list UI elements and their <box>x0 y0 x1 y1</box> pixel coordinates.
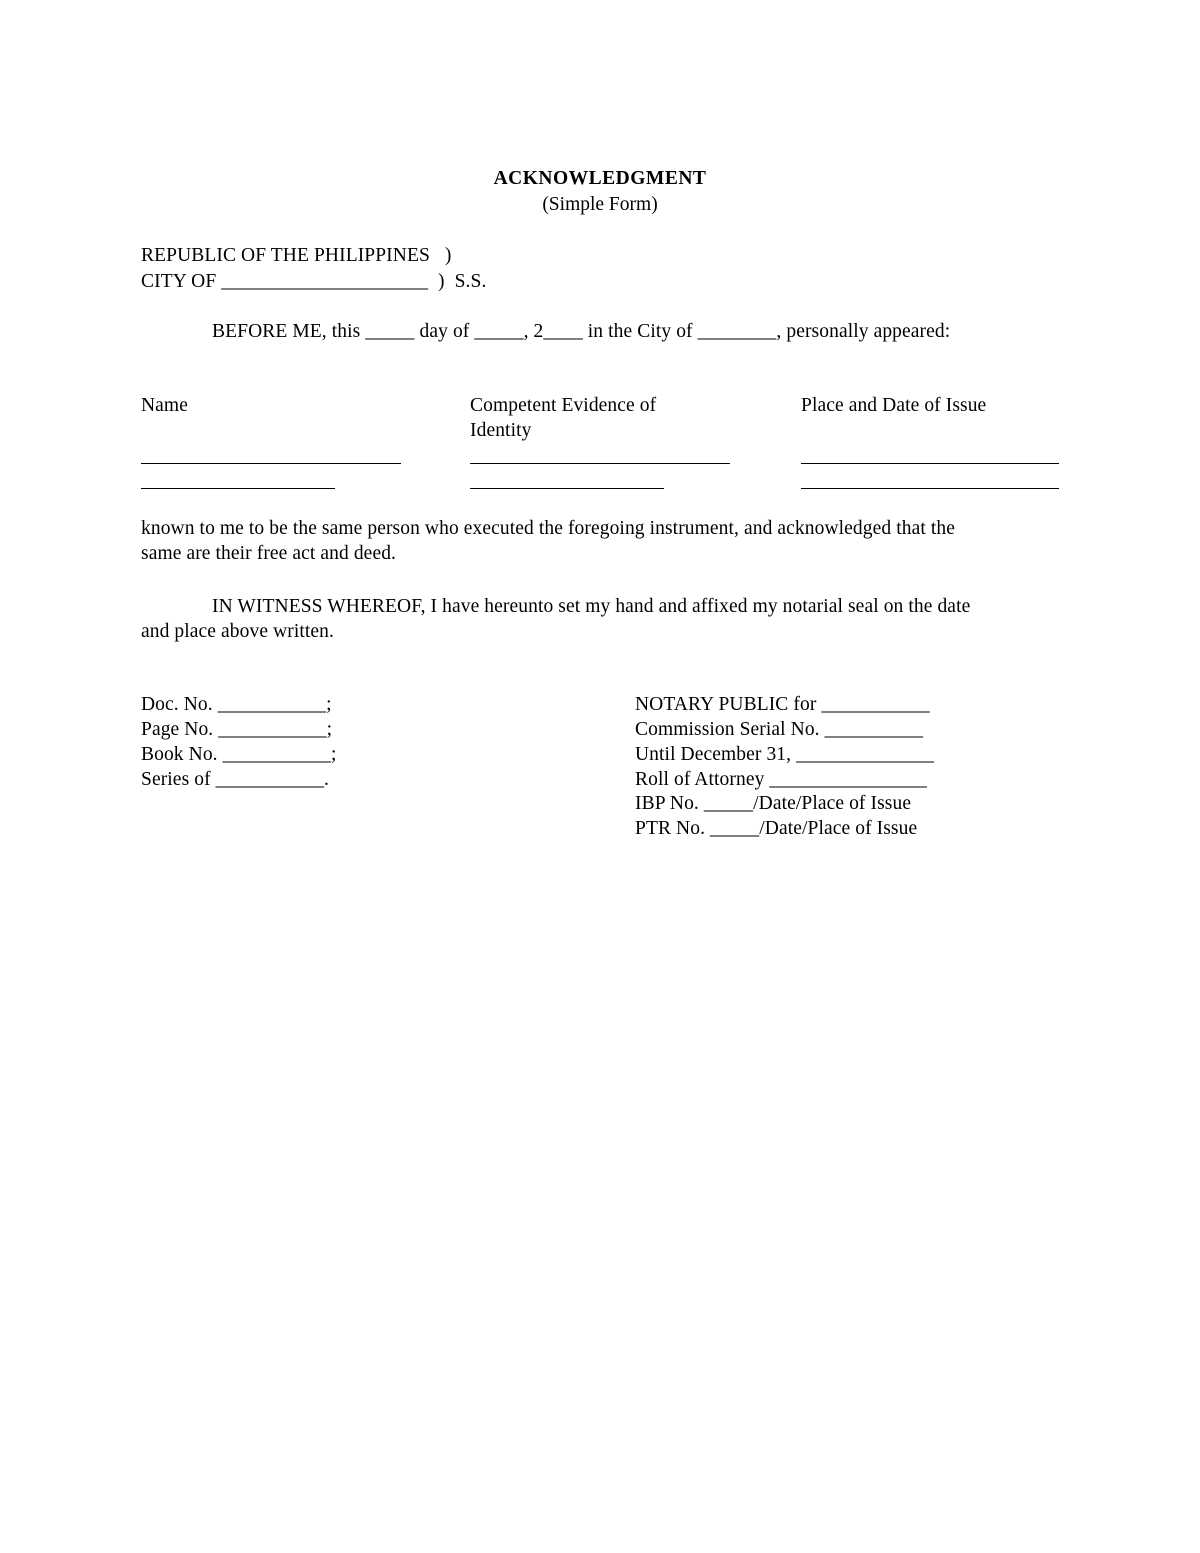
until-december-line: Until December 31, ______________ <box>635 744 934 765</box>
before-me-paragraph: BEFORE ME, this _____ day of _____, 2____ in the City of ________, personally appeared: <box>212 321 951 342</box>
place-date-blank-line-2[interactable] <box>801 488 1059 489</box>
known-paragraph-line-1: known to me to be the same person who executed the foregoing instrument, and acknowledged that the <box>141 518 955 539</box>
witness-paragraph-line-2: and place above written. <box>141 621 334 642</box>
known-paragraph-line-2: same are their free act and deed. <box>141 543 397 564</box>
ibp-no-line: IBP No. _____/Date/Place of Issue <box>635 793 912 814</box>
column-header-name: Name <box>141 395 188 416</box>
doc-no-line: Doc. No. ___________; <box>141 694 332 715</box>
evidence-blank-line-1[interactable] <box>470 463 730 464</box>
book-no-line: Book No. ___________; <box>141 744 337 765</box>
series-of-line: Series of ___________. <box>141 769 329 790</box>
column-header-evidence: Competent Evidence of <box>470 395 657 416</box>
ptr-no-line: PTR No. _____/Date/Place of Issue <box>635 818 918 839</box>
document-subtitle: (Simple Form) <box>542 194 658 215</box>
witness-paragraph-line-1: IN WITNESS WHEREOF, I have hereunto set my hand and affixed my notarial seal on the date <box>212 596 971 617</box>
name-blank-line-1[interactable] <box>141 463 401 464</box>
column-header-place-date: Place and Date of Issue <box>801 395 987 416</box>
name-blank-line-2[interactable] <box>141 488 335 489</box>
document-title: ACKNOWLEDGMENT <box>493 168 707 189</box>
place-date-blank-line-1[interactable] <box>801 463 1059 464</box>
venue-city-line: CITY OF _____________________ ) S.S. <box>141 271 487 292</box>
column-header-evidence-cont: Identity <box>470 420 532 441</box>
evidence-blank-line-2[interactable] <box>470 488 664 489</box>
venue-republic-line: REPUBLIC OF THE PHILIPPINES ) <box>141 245 452 266</box>
commission-serial-line: Commission Serial No. __________ <box>635 719 924 740</box>
page-no-line: Page No. ___________; <box>141 719 333 740</box>
notary-public-line: NOTARY PUBLIC for ___________ <box>635 694 930 715</box>
roll-of-attorney-line: Roll of Attorney ________________ <box>635 769 928 790</box>
